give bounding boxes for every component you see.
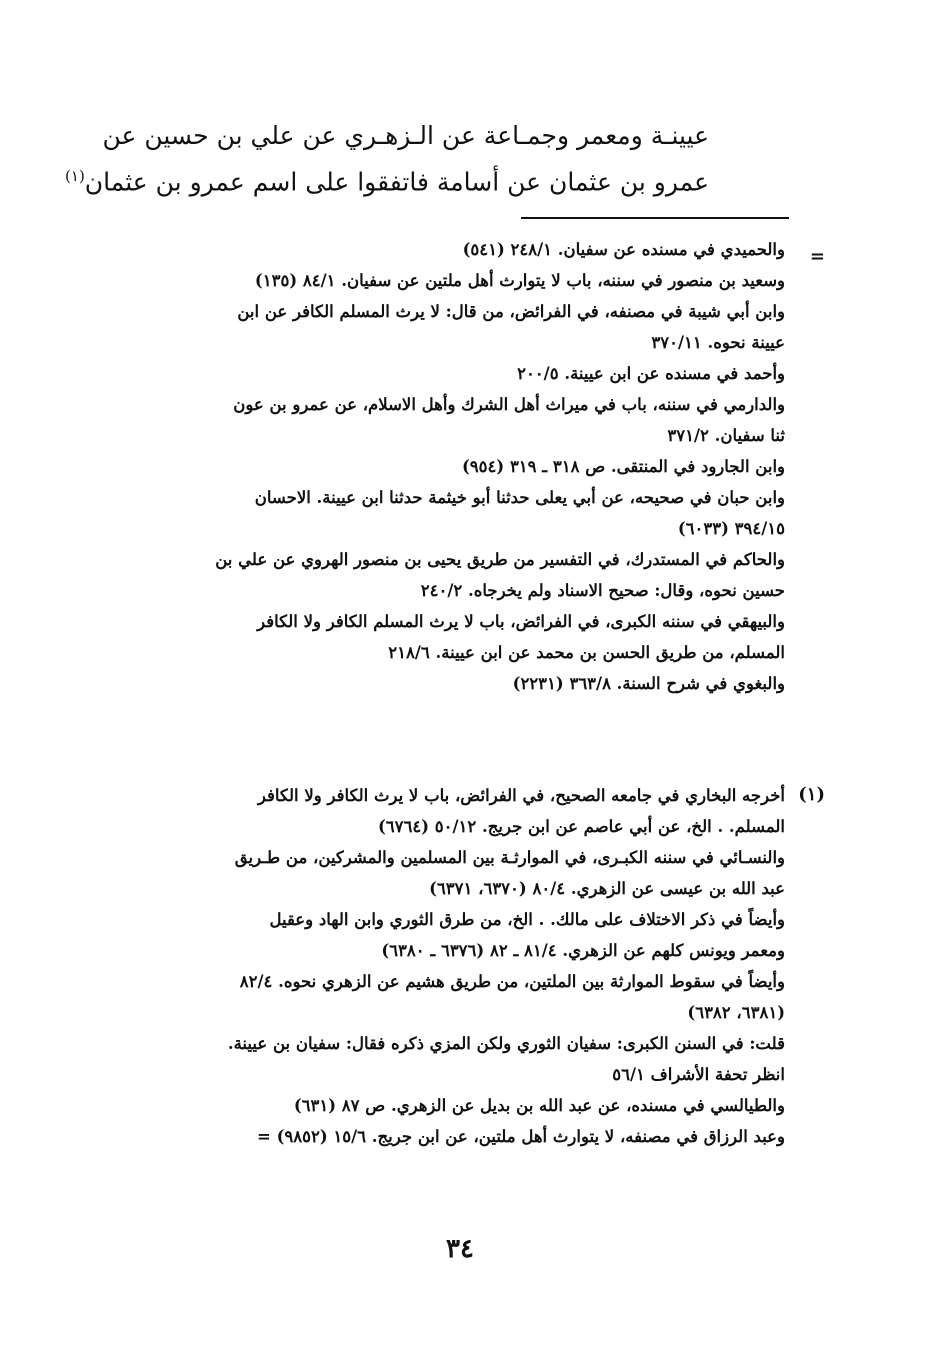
footnote-line: والحاكم في المستدرك، في التفسير من طريق يحيى بن منصور الهروي عن علي بن [215,550,785,569]
footnote-line: ثنا سفيان. ٣٧١/٢ [667,426,785,445]
footnote-line: وسعيد بن منصور في سننه، باب لا يتوارث أهل ملتين عن سفيان. ٨٤/١ (١٣٥) [254,271,785,290]
footnote-line: ٣٩٤/١٥ (٦٠٣٣) [677,519,785,538]
footnote-line: وأحمد في مسنده عن ابن عيينة. ٢٠٠/٥ [517,364,785,383]
footnote-line: (٦٣٨١، ٦٣٨٢) [687,1003,785,1022]
main-text-line: عيينـة ومعمر وجمـاعة عن الـزهـري عن علي بن حسين عن [102,121,709,150]
footnote-line: والبغوي في شرح السنة. ٣٦٣/٨ (٢٢٣١) [512,674,785,693]
main-text-line [65,156,709,202]
footnote-line: وابن حبان في صحيحه، عن أبي يعلى حدثنا أبو خيثمة حدثنا ابن عيينة. الاحسان [254,488,785,507]
footnote-line: وابن الجارود في المنتقى. ص ٣١٨ ـ ٣١٩ (٩٥٤) [461,457,785,476]
footnote-reference: (١) [65,167,85,185]
main-text-line-content: عمرو بن عثمان عن أسامة فاتفقوا على اسم عمرو بن عثمان [84,167,709,197]
footnote-line: قلت: في السنن الكبرى: سفيان الثوري ولكن المزي ذكره فقال: سفيان بن عيينة. [227,1034,785,1053]
continued-footnote [123,234,785,699]
continuation-marker: = [809,246,825,267]
main-body-text [65,116,709,202]
page-number: ٣٤ [446,1234,474,1264]
footnote-line: والنسـائي في سننه الكبـرى، في الموارثـة بين المسلمين والمشركين، من طـريق [234,848,785,867]
footnote-line: وأيضاً في سقوط الموارثة بين الملتين، من طريق هشيم عن الزهري نحوه. ٨٢/٤ [239,972,785,991]
footnote-1 [123,780,785,1152]
footnote-line: وابن أبي شيبة في مصنفه، في الفرائض، من قال: لا يرث المسلم الكافر عن ابن [237,302,785,321]
footnote-line: انظر تحفة الأشراف ٥٦/١ [612,1065,785,1084]
footnote-line: المسلم. . الخ، عن أبي عاصم عن ابن جريج. ٥٠/١٢ (٦٧٦٤) [377,817,785,836]
footnote-line: وأيضاً في ذكر الاختلاف على مالك. . الخ، من طرق الثوري وابن الهاد وعقيل [269,910,785,929]
footnote-line: ومعمر ويونس كلهم عن الزهري. ٨١/٤ ـ ٨٢ (٦٣٧٦ ـ ٦٣٨٠) [381,941,785,960]
footnote-line: حسين نحوه، وقال: صحيح الاسناد ولم يخرجاه. ٢٤٠/٢ [420,581,785,600]
footnote-line: والدارمي في سننه، باب في ميراث أهل الشرك وأهل الاسلام، عن عمرو بن عون [233,395,785,414]
footnote-line: المسلم، من طريق الحسن بن محمد عن ابن عيينة. ٢١٨/٦ [388,643,785,662]
footnote-line: عيينة نحوه. ٣٧٠/١١ [651,333,785,352]
footnote-line: أخرجه البخاري في جامعه الصحيح، في الفرائض، باب لا يرث الكافر ولا الكافر [257,786,785,805]
footnote-line: عبد الله بن عيسى عن الزهري. ٨٠/٤ (٦٣٧٠، ٦٣٧١) [429,879,785,898]
footnote-line: والحميدي في مسنده عن سفيان. ٢٤٨/١ (٥٤١) [462,240,785,259]
footnote-line: والطيالسي في مسنده، عن عبد الله بن بديل عن الزهري. ص ٨٧ (٦٣١) [293,1096,785,1115]
footnote-line: وعبد الرزاق في مصنفه، لا يتوارث أهل ملتين، عن ابن جريج. ١٥/٦ (٩٨٥٢) = [257,1127,785,1146]
footnote-number: (١) [798,784,825,805]
footnote-separator [521,217,789,219]
footnote-line: والبيهقي في سننه الكبرى، في الفرائض، باب لا يرث المسلم الكافر ولا الكافر [257,612,785,631]
